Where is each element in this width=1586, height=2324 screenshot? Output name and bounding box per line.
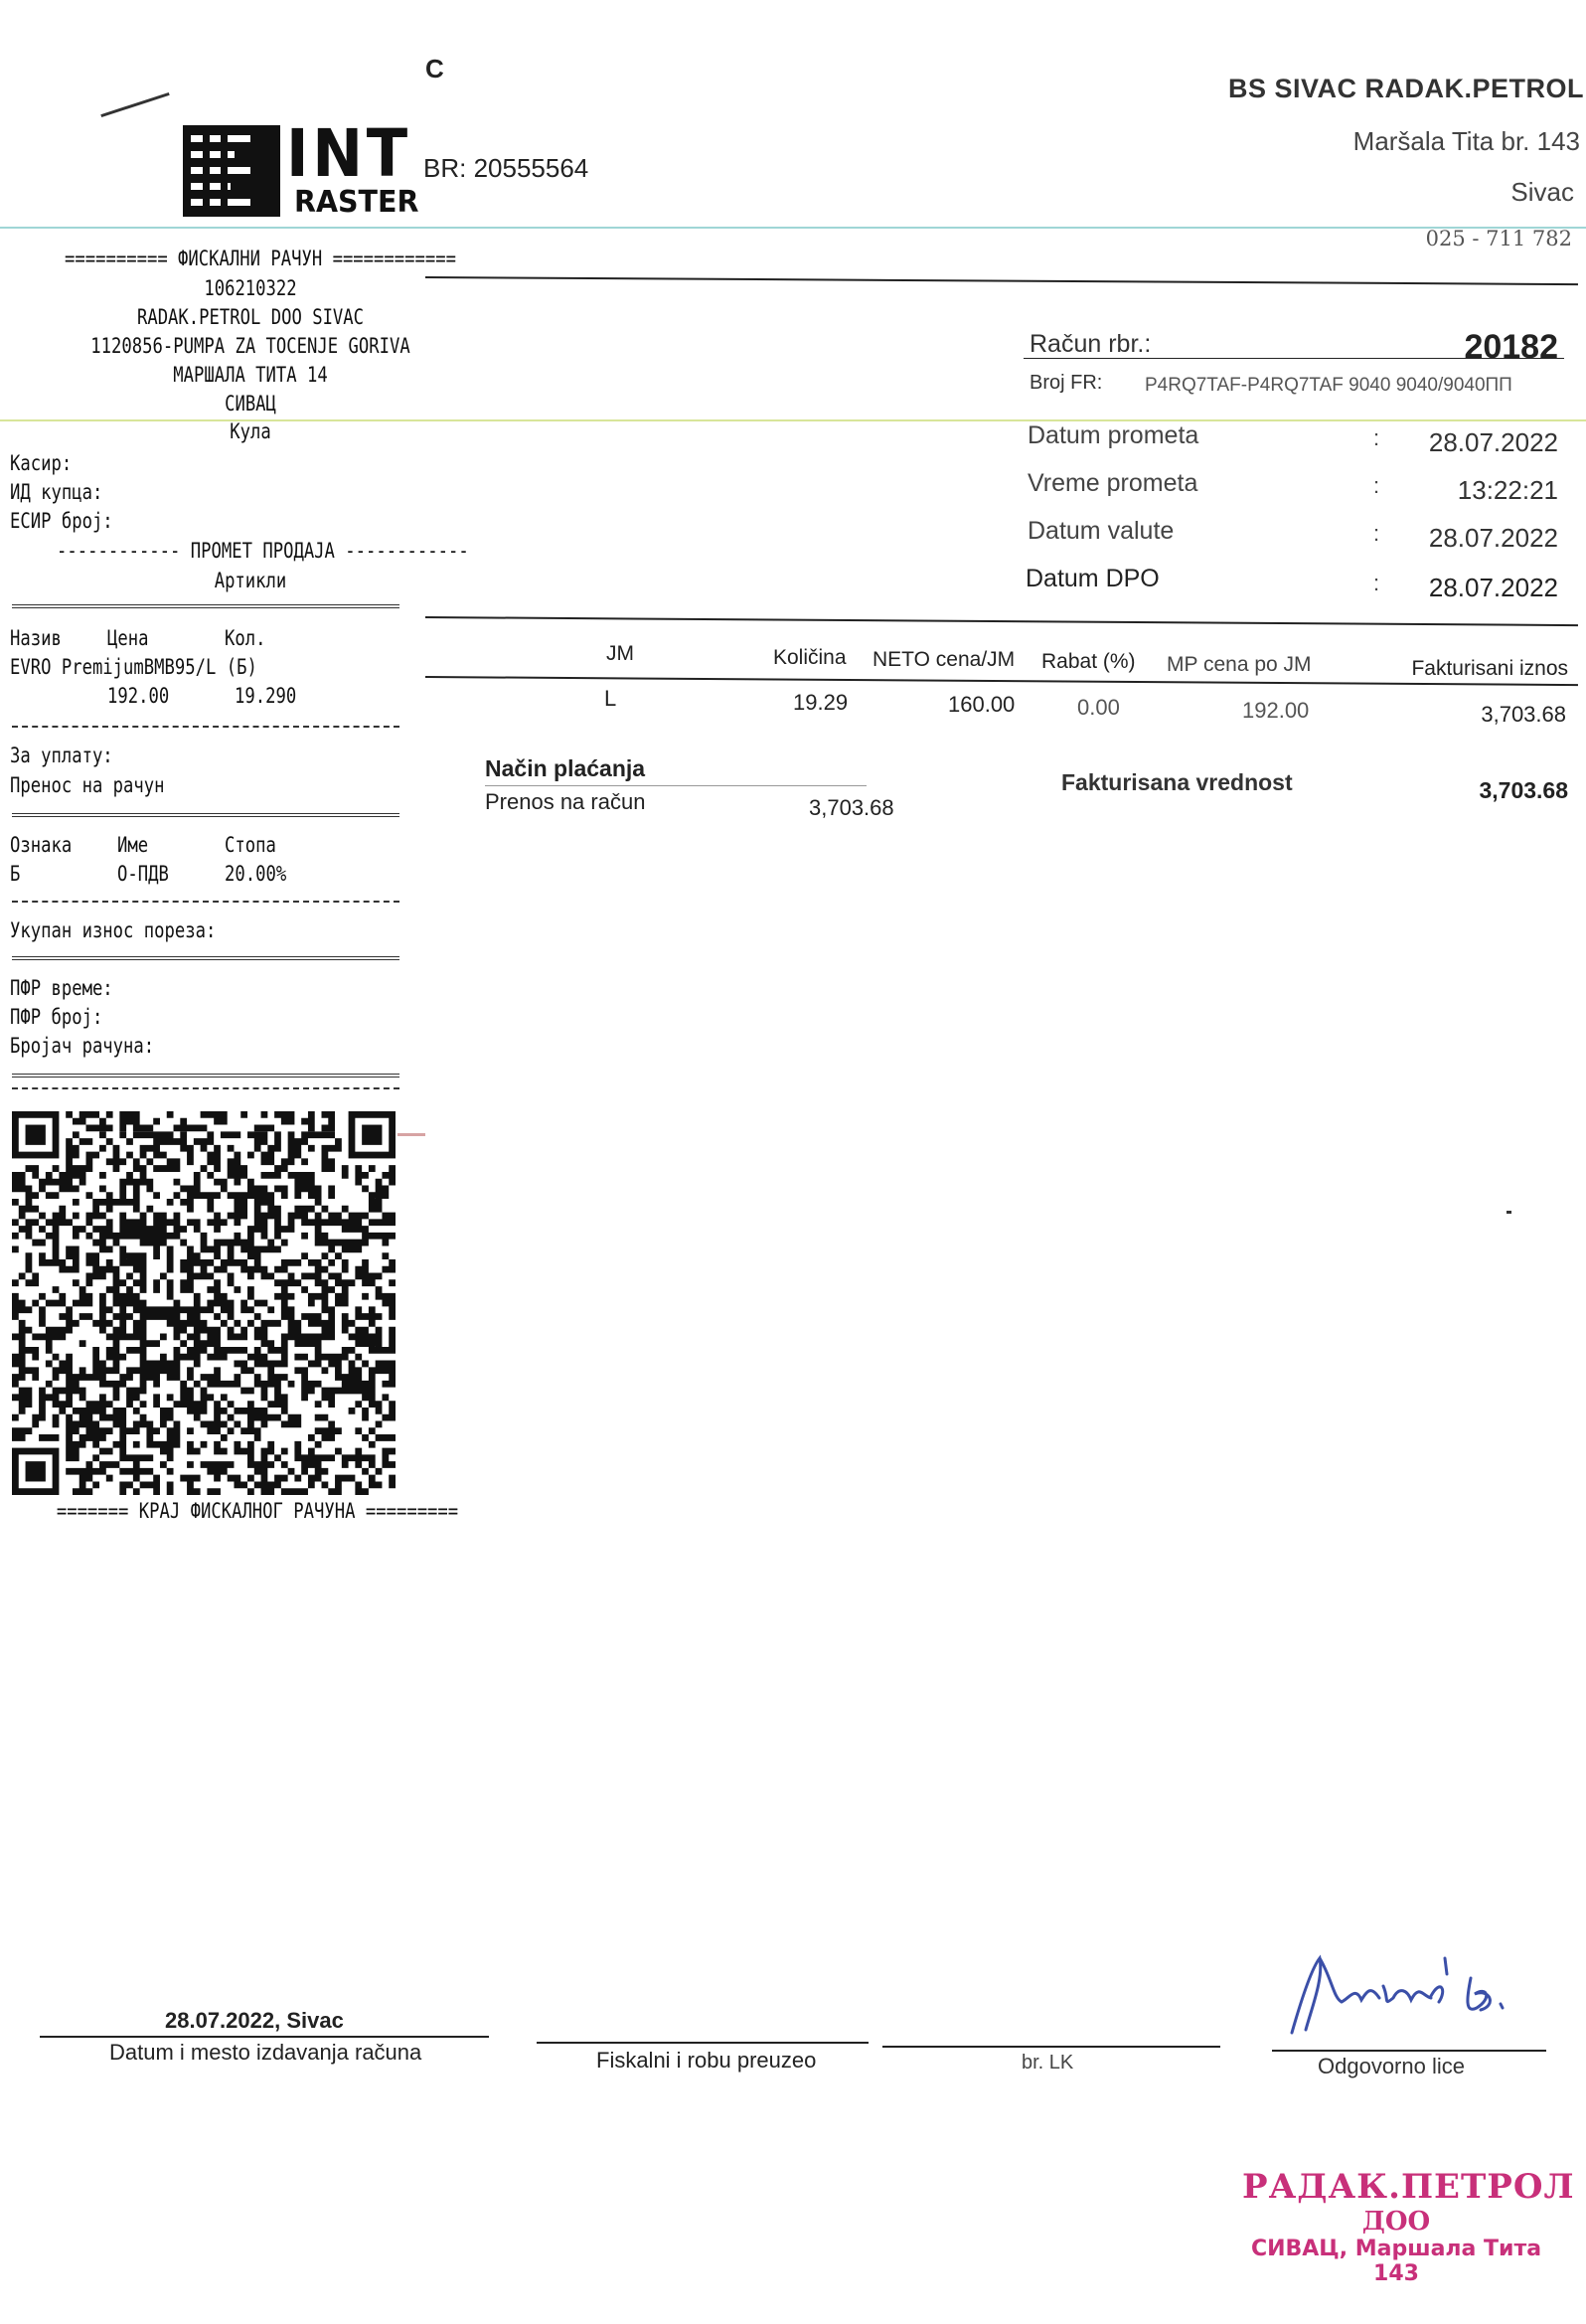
payment-title: Način plaćanja (485, 755, 646, 781)
tax-rate: 20.00% (225, 862, 287, 886)
receipt-divider (12, 726, 399, 728)
logo-text-top: INT (286, 115, 411, 192)
signature-icon (1272, 1938, 1510, 2048)
receipt-pib: 106210322 (204, 276, 297, 300)
item-price: 192.00 (107, 684, 170, 708)
qr-tail (397, 1133, 425, 1136)
transfer-label: Пренос на рачун (10, 773, 165, 797)
td-discount: 0.00 (1077, 695, 1120, 720)
footer-rule-lk (882, 2046, 1220, 2048)
tax-col-rate: Стопа (225, 833, 276, 857)
table-header-rule (425, 676, 1578, 686)
invoice-row-label: Datum valute (1028, 517, 1175, 545)
th-retail-price: MP cena po JM (1167, 653, 1312, 676)
td-retail-price: 192.00 (1242, 698, 1310, 723)
company-phone: 025 - 711 782 (1425, 227, 1572, 250)
receipt-end: ======= КРАЈ ФИСКАЛНОГ РАЧУНА ========= (56, 1499, 459, 1523)
invoice-row-colon: : (1373, 425, 1380, 450)
buyer-label: ИД купца: (10, 480, 103, 504)
tax-name: О-ПДВ (117, 862, 169, 886)
tax-col-name: Име (117, 833, 149, 857)
receipt-title: ========== ФИСКАЛНИ РАЧУН ============ (65, 247, 456, 270)
invoice-row-value: 28.07.2022 (1428, 427, 1558, 457)
col-name: Назив (10, 626, 62, 650)
tax-col-mark: Ознака (10, 833, 73, 857)
table-top-rule (425, 616, 1578, 626)
receiver-caption: Fiskalni i robu preuzeo (596, 2048, 817, 2073)
invoice-row-label: Datum DPO (1026, 565, 1160, 592)
invoice-row-label: Datum prometa (1028, 421, 1199, 449)
invoice-number-value: 20182 (1464, 328, 1558, 366)
td-jm: L (604, 686, 617, 711)
receipt-company: RADAK.PETROL DOO SIVAC (136, 305, 365, 329)
stamp-line-2: ДОО (1361, 2207, 1431, 2237)
footer-rule-date (40, 2036, 489, 2038)
th-invoiced-amount: Fakturisani iznos (1411, 657, 1568, 680)
th-jm: JM (606, 642, 634, 665)
logo-text-bottom: RASTER (294, 185, 419, 220)
receipt-divider (12, 1087, 399, 1089)
receipt-divider (12, 813, 399, 817)
td-net-price: 160.00 (948, 692, 1016, 717)
issue-date-caption: Datum i mesto izdavanja računa (109, 2040, 422, 2065)
th-discount: Rabat (%) (1041, 650, 1136, 673)
header-rule (425, 276, 1578, 285)
td-invoiced-amount: 3,703.68 (1481, 702, 1566, 727)
company-stamp (1242, 2167, 1575, 2286)
company-city: Sivac (1510, 177, 1574, 207)
td-quantity: 19.29 (793, 690, 849, 715)
scan-dot (1507, 1211, 1511, 1214)
fr-value: P4RQ7TAF-P4RQ7TAF 9040 9040/9040ПП (1145, 375, 1512, 396)
stamp-line-1: РАДАК.ПЕТРОЛ (1242, 2167, 1575, 2207)
invoice-row-colon: : (1373, 571, 1380, 595)
payment-rule (485, 785, 867, 786)
th-quantity: Količina (773, 646, 847, 669)
tax-mark: Б (10, 862, 21, 886)
stamp-line-3: СИВАЦ, Маршала Тита 143 (1250, 2237, 1542, 2286)
pen-stroke (100, 92, 169, 117)
pfr-no-label: ПФР број: (10, 1005, 103, 1029)
corner-mark: C (425, 54, 444, 83)
br-number: BR: 20555564 (423, 153, 589, 183)
tax-total-label: Укупан износ пореза: (10, 918, 217, 942)
receipt-divider (12, 1074, 399, 1078)
section-title: ------------ ПРОМЕТ ПРОДАЈА ------------ (57, 539, 469, 563)
counter-label: Бројач рачуна: (10, 1034, 155, 1058)
receipt-divider (12, 901, 399, 903)
company-street: Maršala Tita br. 143 (1352, 126, 1580, 156)
payment-method: Prenos na račun (485, 789, 646, 814)
articles-label: Артикли (214, 569, 287, 592)
col-price: Цена (107, 626, 149, 650)
responsible-caption: Odgovorno lice (1318, 2054, 1465, 2078)
issue-date-place: 28.07.2022, Sivac (165, 2008, 344, 2033)
receipt-municipality: Кула (230, 419, 271, 443)
cashier-label: Касир: (10, 451, 73, 475)
invoice-number-label: Račun rbr.: (1030, 330, 1152, 358)
item-qty: 19.290 (235, 684, 297, 708)
item-name: EVRO PremijumBMB95/L (Б) (10, 655, 257, 679)
invoice-row-value: 13:22:21 (1457, 475, 1558, 505)
footer-rule-responsible (1272, 2050, 1546, 2052)
scan-line-cyan (0, 227, 1586, 229)
invoice-row-colon: : (1373, 521, 1380, 546)
invoice-row-label: Vreme prometa (1028, 469, 1198, 497)
receipt-street: МАРШАЛА ТИТА 14 (173, 363, 328, 387)
to-pay-label: За уплату: (10, 744, 113, 767)
invoice-number-rule (1024, 358, 1564, 359)
payment-amount: 3,703.68 (809, 795, 894, 820)
receipt-location: 1120856-PUMPA ZA TOCENJE GORIVA (90, 334, 410, 358)
pfr-time-label: ПФР време: (10, 976, 113, 1000)
int-raster-logo (183, 115, 419, 220)
qr-code-icon (12, 1111, 396, 1495)
invoiced-value: 3,703.68 (1479, 777, 1568, 803)
company-name: BS SIVAC RADAK.PETROL (1227, 74, 1584, 103)
invoice-row-value: 28.07.2022 (1428, 573, 1558, 602)
invoice-row-value: 28.07.2022 (1428, 523, 1558, 553)
receipt-divider (12, 604, 399, 608)
invoice-row-colon: : (1373, 473, 1380, 498)
th-net-price: NETO cena/JM (872, 648, 1016, 671)
receipt-divider (12, 956, 399, 960)
esir-label: ЕСИР број: (10, 509, 113, 533)
footer-rule-receiver (537, 2042, 869, 2044)
logo-mark-icon (183, 125, 280, 217)
fr-label: Broj FR: (1030, 372, 1103, 394)
col-qty: Кол. (225, 626, 266, 650)
invoiced-value-label: Fakturisana vrednost (1061, 769, 1293, 795)
lk-caption: br. LK (1022, 2052, 1074, 2074)
receipt-city: СИВАЦ (225, 392, 276, 415)
